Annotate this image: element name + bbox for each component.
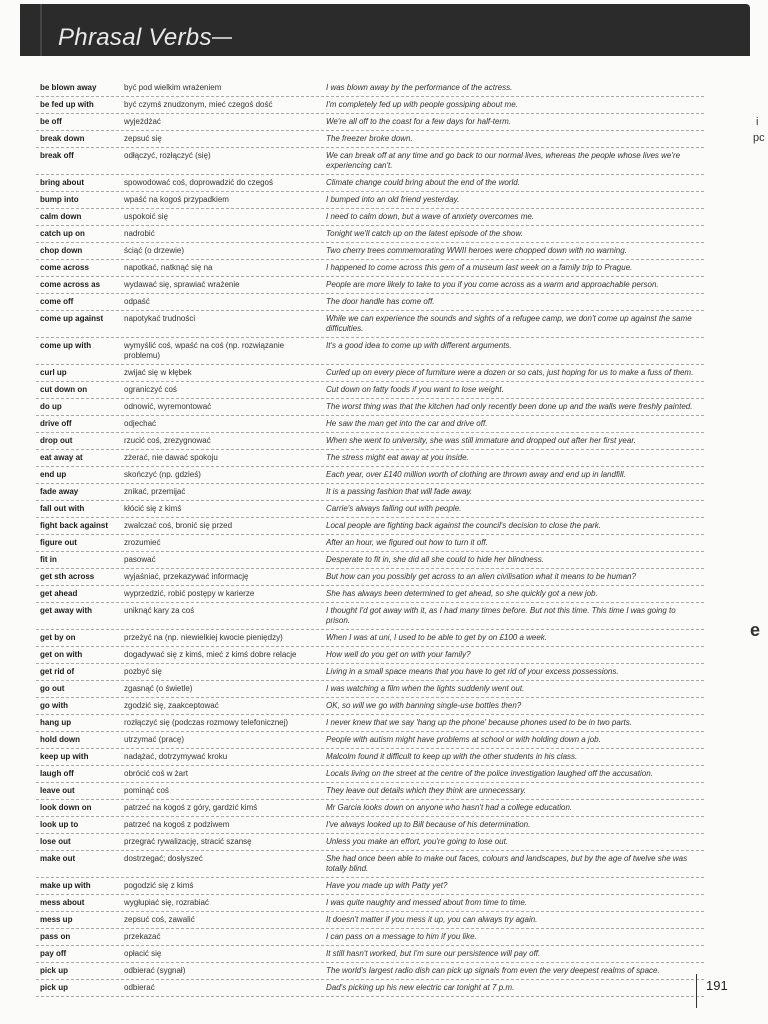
translation-cell: wyprzedzić, robić postępy w karierze <box>124 589 255 598</box>
translation-cell: rozłączyć się (podczas rozmowy telefonicznej) <box>124 718 289 727</box>
table-row <box>36 501 704 518</box>
table-row <box>36 243 704 260</box>
example-cell: Have you made up with Patty yet? <box>326 881 448 890</box>
table-row <box>36 484 704 501</box>
side-mark-mid: e <box>750 620 761 640</box>
table-row <box>36 148 704 175</box>
verb-cell: hold down <box>40 735 80 744</box>
translation-cell: pominąć coś <box>124 786 169 795</box>
page-header <box>20 4 750 56</box>
example-cell: Desperate to fit in, she did all she could to hide her blindness. <box>326 555 544 564</box>
example-cell: She has always been determined to get ahead, so she quickly got a new job. <box>326 589 598 598</box>
example-cell: I happened to come across this gem of a museum last week on a family trip to Prague. <box>326 263 633 272</box>
example-cell: Locals living on the street at the centre of the police investigation laughed off the accusation. <box>326 769 653 778</box>
translation-cell: wymyślić coś, wpaść na coś (np. rozwiązanie problemu) <box>124 341 285 360</box>
verb-cell: chop down <box>40 246 83 255</box>
table-row <box>36 175 704 192</box>
translation-cell: wyjeżdżać <box>124 117 161 126</box>
example-cell: I never knew that we say 'hang up the phone' because phones used to be in two parts. <box>326 718 632 727</box>
table-row <box>36 338 704 365</box>
translation-cell: wydawać się, sprawiać wrażenie <box>124 280 240 289</box>
example-cell: Two cherry trees commemorating WWII heroes were chopped down with no warning. <box>326 246 627 255</box>
verb-cell: go out <box>40 684 65 693</box>
example-cell: After an hour, we figured out how to turn it off. <box>326 538 488 547</box>
example-cell: The stress might eat away at you inside. <box>326 453 469 462</box>
verb-cell: get sth across <box>40 572 95 581</box>
verb-cell: pick up <box>40 966 69 975</box>
translation-cell: zgasnąć (o świetle) <box>124 684 193 693</box>
translation-cell: odpaść <box>124 297 150 306</box>
table-row <box>36 399 704 416</box>
example-cell: We're all off to the coast for a few days for half-term. <box>326 117 512 126</box>
table-row <box>36 647 704 664</box>
translation-cell: wygłupiać się, rozrabiać <box>124 898 209 907</box>
example-cell: I thought I'd got away with it, as I had many times before. But not this time. This time I was going to prison. <box>326 606 676 625</box>
table-row <box>36 97 704 114</box>
verb-cell: be fed up with <box>40 100 94 109</box>
page-number-divider <box>696 974 697 1008</box>
page-title: Phrasal Verbs <box>58 24 212 51</box>
verb-cell: look down on <box>40 803 92 812</box>
example-cell: He saw the man get into the car and drive off. <box>326 419 488 428</box>
translation-cell: spowodować coś, doprowadzić do czegoś <box>124 178 273 187</box>
example-cell: Living in a small space means that you have to get rid of your excess possessions. <box>326 667 619 676</box>
table-row <box>36 749 704 766</box>
translation-cell: opłacić się <box>124 949 162 958</box>
example-cell: The door handle has come off. <box>326 297 435 306</box>
translation-cell: zżerać, nie dawać spokoju <box>124 453 218 462</box>
phrasal-verb-table <box>36 80 704 997</box>
header-marker <box>40 4 42 56</box>
translation-cell: odłączyć, rozłączyć (się) <box>124 151 211 160</box>
translation-cell: być czymś znudzonym, mieć czegoś dość <box>124 100 273 109</box>
table-row <box>36 518 704 535</box>
verb-cell: come up with <box>40 341 92 350</box>
translation-cell: pozbyć się <box>124 667 162 676</box>
table-row <box>36 450 704 467</box>
table-row <box>36 834 704 851</box>
table-row <box>36 912 704 929</box>
translation-cell: dogadywać się z kimś, mieć z kimś dobre relacje <box>124 650 297 659</box>
translation-cell: napotkać, natknąć się na <box>124 263 213 272</box>
table-row <box>36 382 704 399</box>
verb-cell: make out <box>40 854 76 863</box>
example-cell: Curled up on every piece of furniture were a dozen or so cats, just hoping for us to make a fuss of them. <box>326 368 694 377</box>
verb-cell: break down <box>40 134 85 143</box>
translation-cell: skończyć (np. gdzieś) <box>124 470 201 479</box>
example-cell: We can break off at any time and go back to our normal lives, whereas the people whose lives we're experiencing can't. <box>326 151 681 170</box>
verb-cell: fall out with <box>40 504 85 513</box>
table-row <box>36 80 704 97</box>
verb-cell: keep up with <box>40 752 89 761</box>
example-cell: I bumped into an old friend yesterday. <box>326 195 460 204</box>
verb-cell: get away with <box>40 606 93 615</box>
example-cell: I was quite naughty and messed about from time to time. <box>326 898 527 907</box>
translation-cell: przegrać rywalizację, stracić szansę <box>124 837 252 846</box>
table-row <box>36 535 704 552</box>
example-cell: It doesn't matter if you mess it up, you can always try again. <box>326 915 538 924</box>
table-row <box>36 277 704 294</box>
table-row <box>36 552 704 569</box>
example-cell: While we can experience the sounds and sights of a refugee camp, we don't come up against the same difficulties. <box>326 314 692 333</box>
verb-cell: cut down on <box>40 385 88 394</box>
table-row <box>36 800 704 817</box>
example-cell: OK, so will we go with banning single-use bottles then? <box>326 701 522 710</box>
translation-cell: odbierać <box>124 983 155 992</box>
verb-cell: drop out <box>40 436 73 445</box>
table-row <box>36 603 704 630</box>
example-cell: When she went to university, she was still immature and dropped out after her first year. <box>326 436 636 445</box>
table-row <box>36 433 704 450</box>
verb-cell: do up <box>40 402 62 411</box>
translation-cell: przekazać <box>124 932 161 941</box>
translation-cell: kłócić się z kimś <box>124 504 182 513</box>
example-cell: I can pass on a message to him if you like. <box>326 932 477 941</box>
verb-cell: drive off <box>40 419 72 428</box>
example-cell: Local people are fighting back against the council's decision to close the park. <box>326 521 602 530</box>
verb-cell: bring about <box>40 178 84 187</box>
example-cell: Cut down on fatty foods if you want to lose weight. <box>326 385 504 394</box>
table-row <box>36 766 704 783</box>
table-row <box>36 946 704 963</box>
verb-cell: go with <box>40 701 68 710</box>
example-cell: Dad's picking up his new electric car tonight at 7 p.m. <box>326 983 515 992</box>
table-row <box>36 715 704 732</box>
translation-cell: zwijać się w kłębek <box>124 368 192 377</box>
example-cell: When I was at uni, I used to be able to get by on £100 a week. <box>326 633 548 642</box>
example-cell: It still hasn't worked, but I'm sure our persistence will pay off. <box>326 949 541 958</box>
translation-cell: nadążać, dotrzymywać kroku <box>124 752 228 761</box>
table-row <box>36 980 704 997</box>
table-row <box>36 192 704 209</box>
example-cell: Tonight we'll catch up on the latest episode of the show. <box>326 229 523 238</box>
translation-cell: dostrzegać; dosłyszeć <box>124 854 203 863</box>
verb-cell: get ahead <box>40 589 78 598</box>
verb-cell: pick up <box>40 983 69 992</box>
example-cell: The worst thing was that the kitchen had only recently been done up and the walls were freshly painted. <box>326 402 693 411</box>
example-cell: I've always looked up to Bill because of his determination. <box>326 820 531 829</box>
example-cell: But how can you possibly get across to an alien civilisation what it means to be human? <box>326 572 636 581</box>
example-cell: It is a passing fashion that will fade away. <box>326 487 473 496</box>
verb-cell: curl up <box>40 368 67 377</box>
translation-cell: zwalczać coś, bronić się przed <box>124 521 233 530</box>
example-cell: Unless you make an effort, you're going to lose out. <box>326 837 509 846</box>
translation-cell: rzucić coś, zrezygnować <box>124 436 211 445</box>
translation-cell: odnowić, wyremontować <box>124 402 212 411</box>
verb-cell: fit in <box>40 555 57 564</box>
example-cell: It's a good idea to come up with different arguments. <box>326 341 512 350</box>
verb-cell: leave out <box>40 786 75 795</box>
table-row <box>36 929 704 946</box>
translation-cell: patrzeć na kogoś z góry, gardzić kimś <box>124 803 258 812</box>
example-cell: People are more likely to take to you if you come across as a warm and approachable person. <box>326 280 659 289</box>
verb-cell: mess up <box>40 915 73 924</box>
example-cell: I need to calm down, but a wave of anxiety overcomes me. <box>326 212 535 221</box>
verb-cell: catch up on <box>40 229 85 238</box>
table-row <box>36 569 704 586</box>
table-row <box>36 817 704 834</box>
example-cell: People with autism might have problems at school or with holding down a job. <box>326 735 601 744</box>
table-row <box>36 681 704 698</box>
example-cell: She had once been able to make out faces, colours and landscapes, but by the age of twelve she was totally blind. <box>326 854 688 873</box>
table-row <box>36 963 704 980</box>
verb-cell: eat away at <box>40 453 83 462</box>
table-row <box>36 895 704 912</box>
example-cell: The world's largest radio dish can pick up signals from even the very deepest realms of space. <box>326 966 660 975</box>
table-row <box>36 311 704 338</box>
example-cell: How well do you get on with your family? <box>326 650 471 659</box>
table-row <box>36 416 704 433</box>
verb-cell: come off <box>40 297 74 306</box>
verb-cell: pay off <box>40 949 67 958</box>
translation-cell: pogodzić się z kimś <box>124 881 194 890</box>
translation-cell: zepsuć coś, zawalić <box>124 915 195 924</box>
translation-cell: obrócić coś w żart <box>124 769 189 778</box>
translation-cell: uspokoić się <box>124 212 169 221</box>
table-row <box>36 294 704 311</box>
example-cell: I was blown away by the performance of the actress. <box>326 83 513 92</box>
table-row <box>36 783 704 800</box>
translation-cell: wyjaśniać, przekazywać informację <box>124 572 249 581</box>
example-cell: The freezer broke down. <box>326 134 413 143</box>
table-row <box>36 698 704 715</box>
verb-cell: come across as <box>40 280 101 289</box>
table-row <box>36 878 704 895</box>
table-row <box>36 226 704 243</box>
verb-cell: figure out <box>40 538 77 547</box>
translation-cell: nadrobić <box>124 229 155 238</box>
verb-cell: make up with <box>40 881 91 890</box>
example-cell: Carrie's always falling out with people. <box>326 504 462 513</box>
verb-cell: get rid of <box>40 667 75 676</box>
verb-cell: end up <box>40 470 67 479</box>
verb-cell: be off <box>40 117 62 126</box>
verb-cell: calm down <box>40 212 82 221</box>
table-row <box>36 209 704 226</box>
example-cell: I was watching a film when the lights suddenly went out. <box>326 684 525 693</box>
translation-cell: utrzymać (pracę) <box>124 735 185 744</box>
table-row <box>36 851 704 878</box>
translation-cell: uniknąć kary za coś <box>124 606 195 615</box>
verb-cell: hang up <box>40 718 72 727</box>
side-mark-top-2: pc <box>753 132 765 144</box>
side-mark-top: i <box>756 116 759 128</box>
translation-cell: przeżyć na (np. niewielkiej kwocie pieniędzy) <box>124 633 283 642</box>
translation-cell: zepsuć się <box>124 134 162 143</box>
translation-cell: napotykać trudności <box>124 314 196 323</box>
translation-cell: odbierać (sygnał) <box>124 966 186 975</box>
verb-cell: be blown away <box>40 83 97 92</box>
verb-cell: laugh off <box>40 769 74 778</box>
verb-cell: fight back against <box>40 521 109 530</box>
verb-cell: mess about <box>40 898 85 907</box>
table-row <box>36 732 704 749</box>
verb-cell: pass on <box>40 932 71 941</box>
table-row <box>36 630 704 647</box>
translation-cell: ograniczyć coś <box>124 385 177 394</box>
translation-cell: znikać, przemijać <box>124 487 186 496</box>
example-cell: They leave out details which they think are unnecessary. <box>326 786 526 795</box>
table-row <box>36 467 704 484</box>
translation-cell: być pod wielkim wrażeniem <box>124 83 222 92</box>
page-number: 191 <box>706 978 728 993</box>
example-cell: Climate change could bring about the end of the world. <box>326 178 520 187</box>
translation-cell: patrzeć na kogoś z podziwem <box>124 820 230 829</box>
table-row <box>36 365 704 382</box>
verb-cell: lose out <box>40 837 71 846</box>
translation-cell: odjechać <box>124 419 157 428</box>
verb-cell: fade away <box>40 487 79 496</box>
verb-cell: come up against <box>40 314 104 323</box>
example-cell: Each year, over £140 million worth of clothing are thrown away and end up in landfill. <box>326 470 626 479</box>
verb-cell: get on with <box>40 650 83 659</box>
translation-cell: wpaść na kogoś przypadkiem <box>124 195 229 204</box>
table-row <box>36 664 704 681</box>
verb-cell: get by on <box>40 633 76 642</box>
translation-cell: ściąć (o drzewie) <box>124 246 185 255</box>
verb-cell: bump into <box>40 195 79 204</box>
example-cell: I'm completely fed up with people gossiping about me. <box>326 100 518 109</box>
verb-cell: look up to <box>40 820 79 829</box>
table-row <box>36 586 704 603</box>
verb-cell: come across <box>40 263 89 272</box>
table-row <box>36 131 704 148</box>
translation-cell: zrozumieć <box>124 538 161 547</box>
table-row <box>36 114 704 131</box>
header-dash <box>212 37 232 39</box>
example-cell: Mr Garcia looks down on anyone who hasn't had a college education. <box>326 803 573 812</box>
example-cell: Malcolm found it difficult to keep up with the other students in his class. <box>326 752 578 761</box>
translation-cell: zgodzić się, zaakceptować <box>124 701 219 710</box>
verb-cell: break off <box>40 151 74 160</box>
translation-cell: pasować <box>124 555 156 564</box>
table-row <box>36 260 704 277</box>
